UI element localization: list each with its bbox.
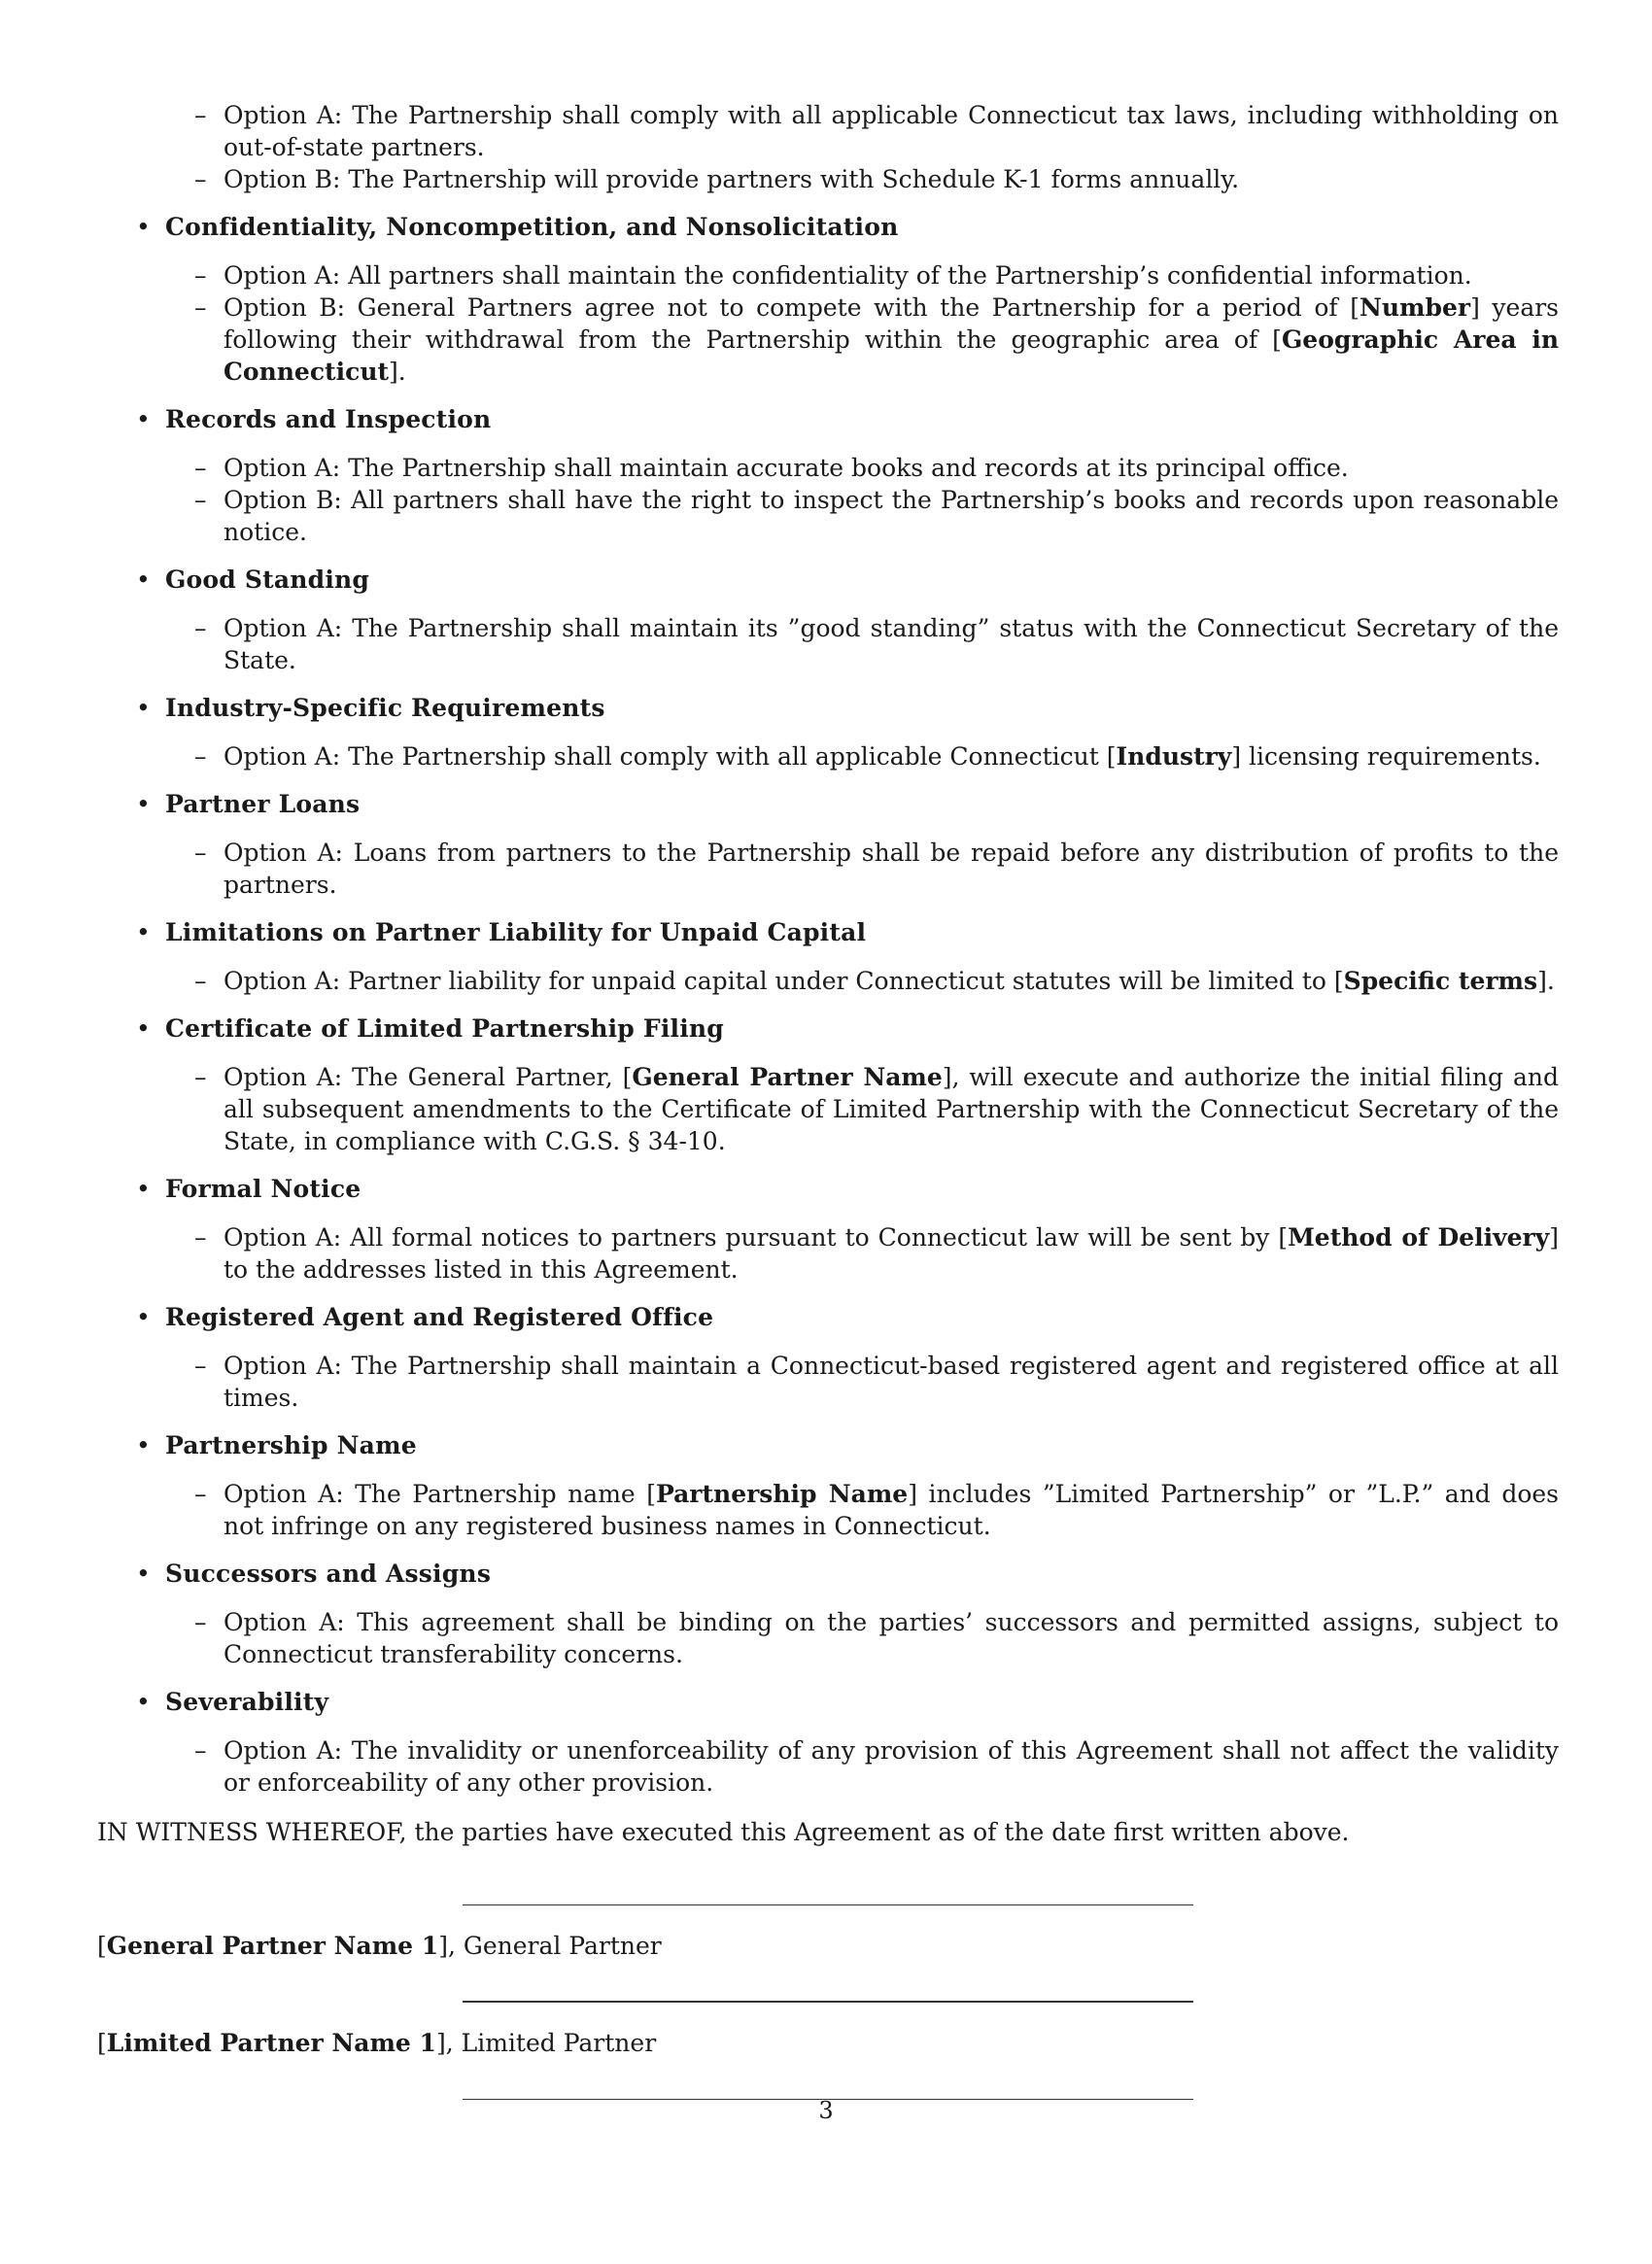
options-list bbox=[194, 1061, 1559, 1157]
option-text: Option A: Partner liability for unpaid capital under Connecticut statutes will be limited to [ bbox=[224, 967, 1344, 995]
bullet-marker: • bbox=[136, 1688, 151, 1716]
dash-marker: – bbox=[194, 967, 207, 995]
options-list bbox=[194, 1221, 1559, 1286]
bracket: ] bbox=[438, 1932, 448, 1960]
section-heading-text: Industry-Specific Requirements bbox=[165, 694, 605, 722]
option-item bbox=[194, 259, 1559, 292]
section-item bbox=[97, 403, 1559, 548]
option-text: Option B: All partners shall have the right to inspect the Partnership’s books and records upon reasonable notice. bbox=[224, 486, 1559, 546]
bullet-marker: • bbox=[136, 1560, 151, 1588]
witness-clause: IN WITNESS WHEREOF, the parties have executed this Agreement as of the date first written above. bbox=[97, 1818, 1350, 1846]
bullet-marker: • bbox=[136, 1014, 151, 1043]
section-item bbox=[97, 916, 1559, 997]
section-heading-text: Severability bbox=[165, 1688, 329, 1716]
section-heading bbox=[97, 916, 1559, 948]
option-text: Option A: The Partnership shall maintain its ”good standing” status with the Connecticut Secretary of the State. bbox=[224, 614, 1559, 674]
dash-marker: – bbox=[194, 742, 207, 771]
section-heading bbox=[97, 692, 1559, 724]
section-item bbox=[97, 564, 1559, 676]
bullet-marker: • bbox=[136, 918, 151, 946]
option-text: ] to the addresses listed in this Agreement. bbox=[224, 1223, 1559, 1284]
option-text: Option B: General Partners agree not to compete with the Partnership for a period of [ bbox=[224, 293, 1360, 322]
option-text: Option A: All formal notices to partners pursuant to Connecticut law will be sent by [ bbox=[224, 1223, 1289, 1252]
section-heading bbox=[97, 1686, 1559, 1718]
placeholder-field: Number bbox=[1359, 293, 1471, 322]
section-heading bbox=[97, 564, 1559, 596]
option-text: ], will execute and authorize the initial filing and all subsequent amendments to the Certificate of Limited Partnership with the Connecticut Secretary of the State, in compliance with C.G.S. § 34-10. bbox=[224, 1063, 1559, 1155]
page-number: 3 bbox=[818, 2097, 834, 2124]
option-item bbox=[194, 837, 1559, 901]
option-text: ] includes ”Limited Partnership” or ”L.P.” and does not infringe on any registered business names in Connecticut. bbox=[224, 1480, 1559, 1540]
option-text: Option A: The invalidity or unenforceability of any provision of this Agreement shall not affect the validity or enforceability of any other provision. bbox=[224, 1736, 1559, 1797]
section-heading bbox=[97, 211, 1559, 243]
section-heading bbox=[97, 1301, 1559, 1333]
option-item bbox=[194, 740, 1559, 772]
option-text: ]. bbox=[389, 358, 406, 386]
option-item bbox=[194, 452, 1559, 484]
section-heading-text: Successors and Assigns bbox=[165, 1560, 492, 1588]
bullet-marker: • bbox=[136, 694, 151, 722]
bullet-marker: • bbox=[136, 1431, 151, 1459]
bracket: [ bbox=[97, 1932, 107, 1960]
signatory-role: , General Partner bbox=[447, 1932, 662, 1960]
signature-line bbox=[463, 1904, 1193, 1905]
section-item bbox=[97, 1012, 1559, 1157]
signatory-role: , Limited Partner bbox=[445, 2029, 657, 2057]
option-item bbox=[194, 163, 1559, 195]
option-item bbox=[194, 965, 1559, 997]
option-item bbox=[194, 612, 1559, 676]
placeholder-field: Method of Delivery bbox=[1288, 1223, 1550, 1252]
dash-marker: – bbox=[194, 1480, 207, 1508]
bullet-marker: • bbox=[136, 1175, 151, 1203]
bullet-marker: • bbox=[136, 213, 151, 241]
dash-marker: – bbox=[194, 1063, 207, 1091]
section-heading-text: Good Standing bbox=[165, 566, 370, 594]
signature-line bbox=[463, 2001, 1193, 2003]
section-item bbox=[97, 1686, 1559, 1799]
option-text: Option A: The Partnership shall maintain accurate books and records at its principal office. bbox=[224, 454, 1349, 482]
section-heading-text: Partnership Name bbox=[165, 1431, 417, 1459]
dash-marker: – bbox=[194, 839, 207, 867]
options-list bbox=[194, 740, 1559, 772]
option-text: Option A: The General Partner, [ bbox=[224, 1063, 633, 1091]
section-item bbox=[97, 788, 1559, 901]
option-text: Option A: The Partnership shall maintain a Connecticut-based registered agent and registered office at all times. bbox=[224, 1352, 1559, 1412]
section-item bbox=[97, 1558, 1559, 1670]
option-item bbox=[194, 1734, 1559, 1799]
section-heading-text: Records and Inspection bbox=[165, 405, 492, 433]
dash-marker: – bbox=[194, 261, 207, 290]
section-heading-text: Partner Loans bbox=[165, 790, 361, 818]
section-item bbox=[97, 211, 1559, 388]
dash-marker: – bbox=[194, 454, 207, 482]
option-text: Option A: The Partnership shall comply with all applicable Connecticut [ bbox=[224, 742, 1117, 771]
option-text: Option A: The Partnership name [ bbox=[224, 1480, 656, 1508]
section-heading bbox=[97, 1558, 1559, 1590]
bullet-marker: • bbox=[136, 790, 151, 818]
option-item bbox=[194, 1478, 1559, 1542]
bullet-marker: • bbox=[136, 566, 151, 594]
option-text: ]. bbox=[1537, 967, 1555, 995]
options-list bbox=[194, 1734, 1559, 1799]
option-text: Option B: The Partnership will provide partners with Schedule K-1 forms annually. bbox=[224, 165, 1240, 193]
options-list bbox=[194, 612, 1559, 676]
dash-marker: – bbox=[194, 1352, 207, 1380]
option-text: ] licensing requirements. bbox=[1231, 742, 1541, 771]
placeholder-field: General Partner Name bbox=[632, 1063, 943, 1091]
section-heading-text: Formal Notice bbox=[165, 1175, 361, 1203]
placeholder-field: Partnership Name bbox=[655, 1480, 909, 1508]
placeholder-field: Specific terms bbox=[1343, 967, 1538, 995]
bullet-marker: • bbox=[136, 1303, 151, 1331]
section-heading bbox=[97, 1012, 1559, 1045]
section-heading-text: Limitations on Partner Liability for Unpaid Capital bbox=[165, 918, 867, 946]
section-item bbox=[97, 1301, 1559, 1414]
dash-marker: – bbox=[194, 1736, 207, 1765]
section-heading-text: Registered Agent and Registered Office bbox=[165, 1303, 714, 1331]
options-list bbox=[194, 837, 1559, 901]
signatory-name: General Partner Name 1 bbox=[106, 1932, 439, 1960]
dash-marker: – bbox=[194, 293, 207, 322]
dash-marker: – bbox=[194, 1223, 207, 1252]
option-item bbox=[194, 484, 1559, 548]
bracket: [ bbox=[97, 2029, 107, 2057]
option-text: Option A: All partners shall maintain the confidentiality of the Partnership’s confidential information. bbox=[224, 261, 1472, 290]
options-list bbox=[194, 1350, 1559, 1414]
sections-list bbox=[97, 211, 1559, 1799]
options-list bbox=[194, 259, 1559, 388]
section-item bbox=[97, 1173, 1559, 1286]
bullet-marker: • bbox=[136, 405, 151, 433]
section-heading-text: Confidentiality, Noncompetition, and Nonsolicitation bbox=[165, 213, 899, 241]
section-heading bbox=[97, 788, 1559, 820]
option-text: Option A: Loans from partners to the Partnership shall be repaid before any distribution of profits to the partners. bbox=[224, 839, 1559, 899]
placeholder-field: Geographic Area in Connecticut bbox=[224, 326, 1559, 386]
dash-marker: – bbox=[194, 165, 207, 193]
signature-label-limited bbox=[97, 2027, 656, 2059]
dash-marker: – bbox=[194, 1608, 207, 1636]
option-text: ] years following their withdrawal from the Partnership within the geographic area of [ bbox=[224, 293, 1559, 354]
bracket: ] bbox=[435, 2029, 446, 2057]
section-heading bbox=[97, 1173, 1559, 1205]
option-item bbox=[194, 99, 1559, 163]
dash-marker: – bbox=[194, 101, 207, 129]
dash-marker: – bbox=[194, 614, 207, 642]
section-item bbox=[97, 692, 1559, 772]
option-item bbox=[194, 1061, 1559, 1157]
section-item bbox=[97, 1429, 1559, 1542]
document-page bbox=[97, 99, 1559, 2264]
options-list bbox=[194, 1606, 1559, 1670]
dash-marker: – bbox=[194, 486, 207, 514]
options-list bbox=[194, 1478, 1559, 1542]
continued-options-list bbox=[194, 99, 1559, 195]
option-item bbox=[194, 1221, 1559, 1286]
placeholder-field: Industry bbox=[1116, 742, 1232, 771]
signature-label-general bbox=[97, 1930, 662, 1962]
option-text: Option A: This agreement shall be binding on the parties’ successors and permitted assigns, subject to Connecticut transferability concerns. bbox=[224, 1608, 1559, 1668]
option-item bbox=[194, 1350, 1559, 1414]
section-heading-text: Certificate of Limited Partnership Filing bbox=[165, 1014, 724, 1043]
signatory-name: Limited Partner Name 1 bbox=[106, 2029, 436, 2057]
signature-block bbox=[97, 1866, 1559, 2264]
option-text: Option A: The Partnership shall comply with all applicable Connecticut tax laws, including withholding on out-of-state partners. bbox=[224, 101, 1559, 161]
options-list bbox=[194, 452, 1559, 548]
option-item bbox=[194, 1606, 1559, 1670]
section-heading bbox=[97, 1429, 1559, 1461]
option-item bbox=[194, 292, 1559, 388]
section-heading bbox=[97, 403, 1559, 435]
options-list bbox=[194, 965, 1559, 997]
